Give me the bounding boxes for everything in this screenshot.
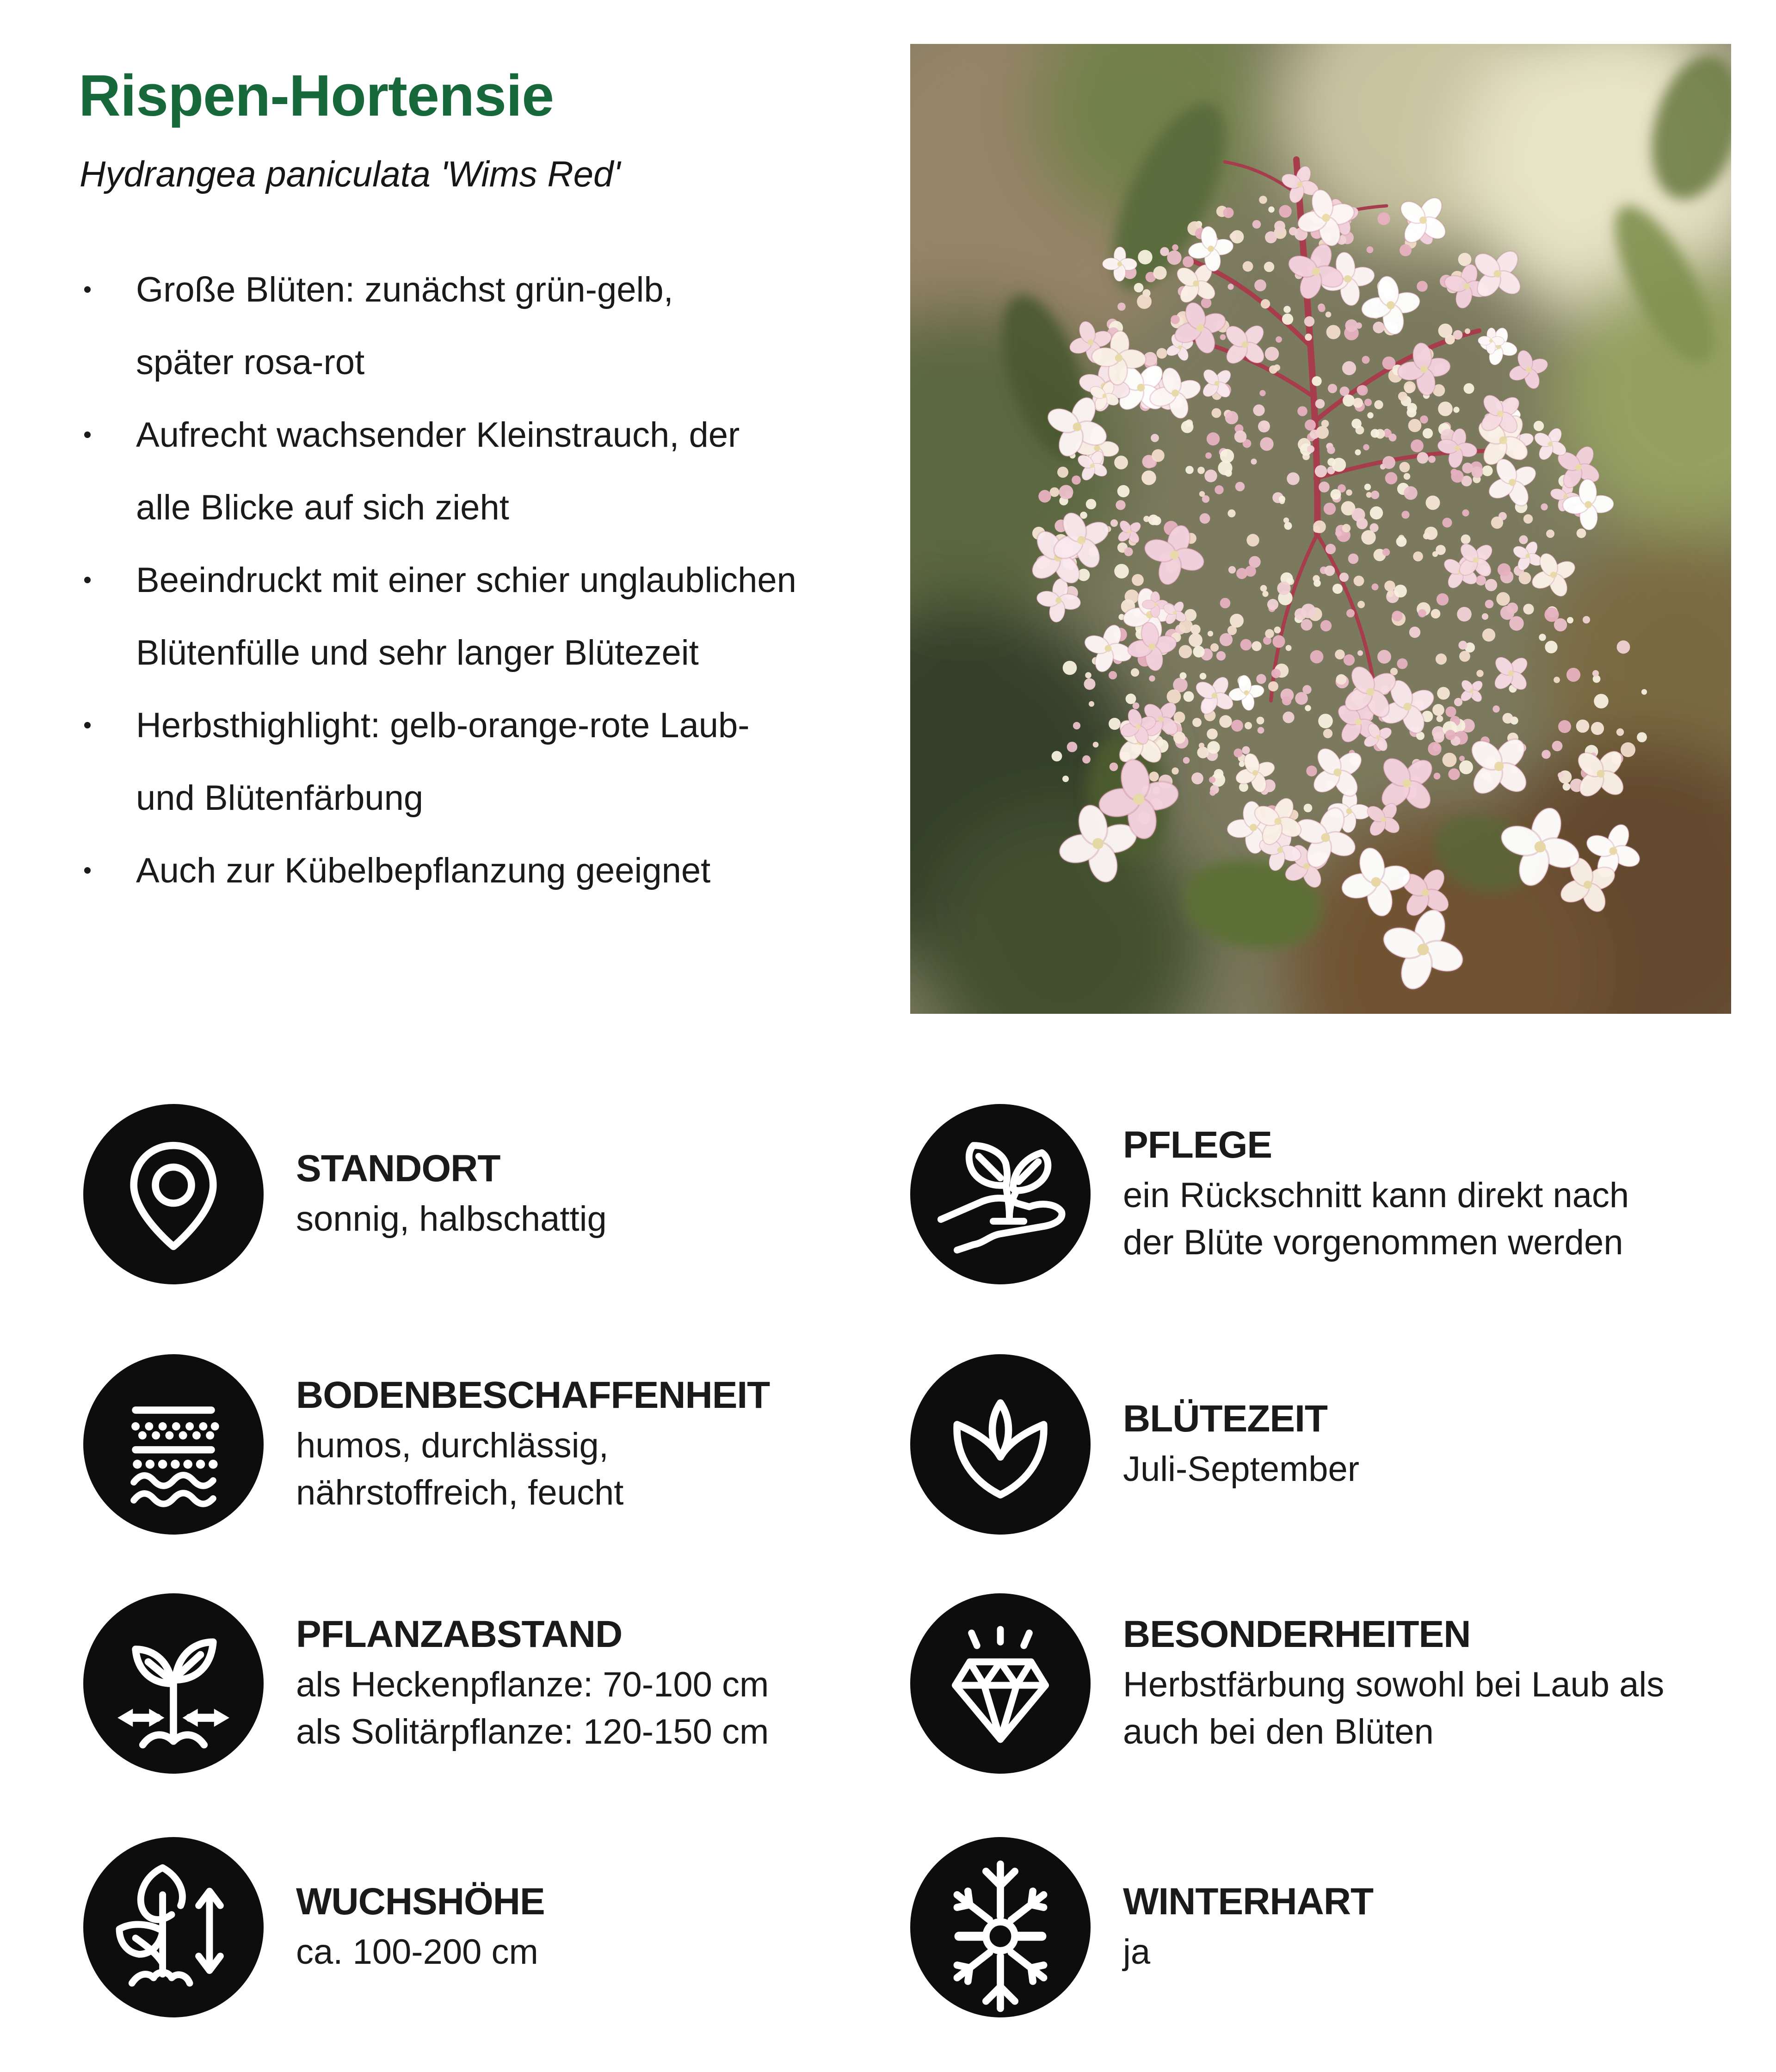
info-value-line: ein Rückschnitt kann direkt nach — [1123, 1176, 1629, 1215]
botanical-name: Hydrangea paniculata 'Wims Red' — [80, 154, 621, 194]
info-text — [296, 1372, 770, 1517]
plant-photo-image — [910, 44, 1731, 1014]
info-item-bl-tezeit — [910, 1354, 1359, 1535]
info-text — [1123, 1611, 1664, 1756]
info-text — [296, 1146, 607, 1243]
info-value-line: humos, durchlässig, — [296, 1426, 609, 1465]
info-label: STANDORT — [296, 1147, 500, 1190]
info-text — [296, 1611, 769, 1756]
info-label: PFLANZABSTAND — [296, 1613, 623, 1655]
bullet-line: und Blütenfärbung — [136, 778, 424, 818]
info-value-line: sonnig, halbschattig — [296, 1199, 607, 1239]
info-label: BODENBESCHAFFENHEIT — [296, 1374, 770, 1416]
bullet-line: später rosa-rot — [136, 343, 365, 382]
bullet-line: Blütenfülle und sehr langer Blütezeit — [136, 633, 699, 672]
bullet-item — [80, 544, 903, 689]
info-item-pflanzabstand — [83, 1593, 769, 1774]
plant-photo — [910, 44, 1731, 1014]
info-label: BLÜTEZEIT — [1123, 1398, 1327, 1440]
info-item-pflege — [910, 1104, 1629, 1284]
info-item-bodenbeschaffenheit — [83, 1354, 770, 1535]
info-label: WINTERHART — [1123, 1881, 1374, 1923]
info-value-line: als Solitärpflanze: 120-150 cm — [296, 1712, 769, 1751]
info-value-line: ja — [1123, 1932, 1151, 1972]
bullet-line: Beeindruckt mit einer schier unglaublichen — [136, 561, 796, 600]
plant-spacing-icon — [83, 1593, 264, 1774]
page-title: Rispen-Hortensie — [79, 63, 554, 128]
bullet-line: Herbsthighlight: gelb-orange-rote Laub- — [136, 706, 750, 745]
info-item-winterhart — [910, 1837, 1373, 2017]
info-value-line: als Heckenpflanze: 70-100 cm — [296, 1665, 769, 1704]
info-value-line: Juli-September — [1123, 1449, 1360, 1489]
plant-height-icon — [83, 1837, 264, 2017]
bullet-item — [80, 399, 903, 544]
info-text — [296, 1879, 545, 1976]
info-value-line: Herbstfärbung sowohl bei Laub als — [1123, 1665, 1665, 1704]
bullet-line: Aufrecht wachsender Kleinstrauch, der — [136, 415, 740, 455]
info-label: BESONDERHEITEN — [1123, 1613, 1471, 1655]
bullet-line: Große Blüten: zunächst grün-gelb, — [136, 270, 673, 309]
info-text — [1123, 1396, 1359, 1493]
info-item-wuchsh-he — [83, 1837, 545, 2017]
info-item-besonderheiten — [910, 1593, 1664, 1774]
info-value-line: ca. 100-200 cm — [296, 1932, 538, 1972]
bullet-item — [80, 834, 903, 907]
info-value-line: auch bei den Blüten — [1123, 1712, 1434, 1751]
info-label: PFLEGE — [1123, 1124, 1272, 1166]
bullet-item — [80, 689, 903, 834]
info-value-line: der Blüte vorgenommen werden — [1123, 1223, 1623, 1262]
bullet-line: alle Blicke auf sich zieht — [136, 488, 509, 527]
diamond-icon — [910, 1593, 1091, 1774]
info-text — [1123, 1879, 1373, 1976]
info-text — [1123, 1122, 1629, 1266]
snowflake-icon — [910, 1837, 1091, 2017]
info-value-line: nährstoffreich, feucht — [296, 1473, 624, 1512]
bullet-item — [80, 253, 903, 399]
bullet-line: Auch zur Kübelbepflanzung geeignet — [136, 851, 711, 890]
flower-icon — [910, 1354, 1091, 1535]
location-pin-icon — [83, 1104, 264, 1284]
feature-bullet-list — [80, 253, 903, 907]
info-item-standort — [83, 1104, 607, 1284]
info-label: WUCHSHÖHE — [296, 1881, 545, 1923]
hand-plant-icon — [910, 1104, 1091, 1284]
soil-layers-icon — [83, 1354, 264, 1535]
